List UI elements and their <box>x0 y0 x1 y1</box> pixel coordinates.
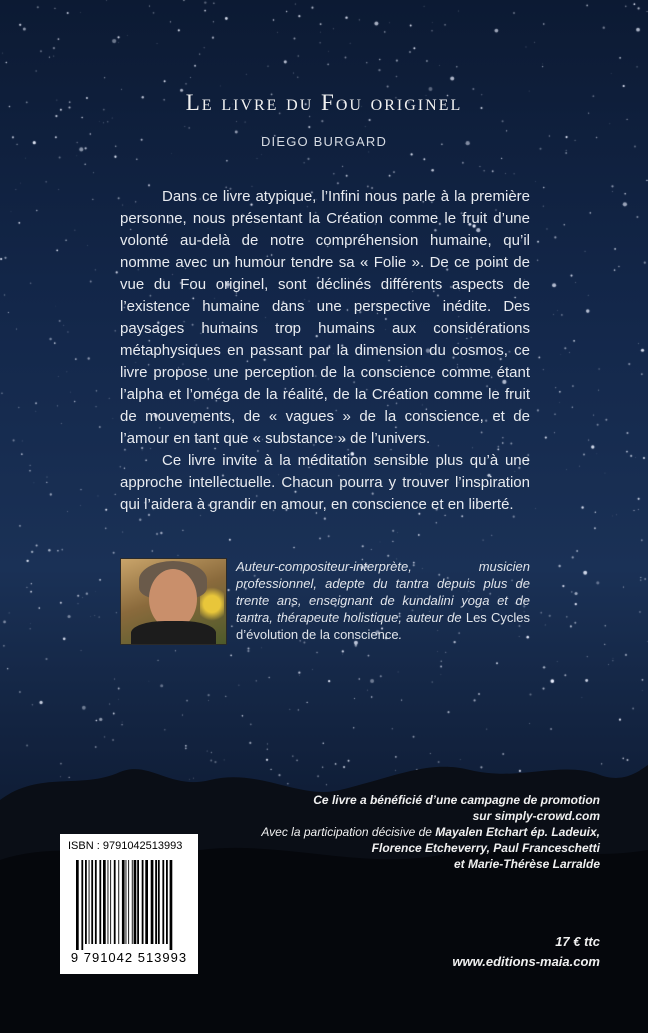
participants-2: Florence Etcheverry, Paul Franceschetti <box>371 841 600 855</box>
barcode-bar <box>89 860 90 944</box>
barcode-bar <box>162 860 164 944</box>
barcode-bar <box>114 860 116 944</box>
barcode-bar <box>137 860 139 944</box>
barcode-bar <box>118 860 119 944</box>
barcode-bar <box>142 860 144 944</box>
synopsis-paragraph: Dans ce livre atypique, l’Infini nous parle à la première personne, nous présentant la Création comme le fruit d’une volonté au-delà de notre compréhension humaine, qu’il nomme avec un humour tendre sa « Folie ». De ce point de vue du Fou originel, sont déclinés différents aspects de l’existence humaine dans une perspective inédite. Des paysages humains trop humains aux considérations métaphysiques en passant par la dimension du cosmos, ce livre propose une perception de la conscience comme étant l’alpha et l’oméga de la réalité, de la Création comme le fruit de mouvements, de « vagues » de la conscience, et de l’amour en tant que « substance » de l’univers. <box>120 188 530 447</box>
barcode-bar <box>126 860 127 944</box>
barcode <box>74 860 184 950</box>
synopsis <box>120 186 530 516</box>
participants-3: et Marie-Thérèse Larralde <box>453 857 600 871</box>
bio-end: . <box>398 627 403 642</box>
barcode-bar <box>108 860 109 944</box>
barcode-bar <box>122 860 125 944</box>
publisher-website[interactable]: www.editions-maia.com <box>452 954 600 969</box>
author-photo <box>120 558 227 645</box>
promo-line-1: Ce livre a bénéficié d’une campagne de promotion <box>313 793 600 807</box>
barcode-bar <box>158 860 160 944</box>
barcode-bar <box>155 860 157 944</box>
participation-prefix: Avec la participation décisive de <box>261 825 432 839</box>
barcode-bar <box>76 860 79 950</box>
bio-book-reference: Les Cycles d’évolution de la conscience <box>236 610 530 642</box>
promo-line-2: sur simply-crowd.com <box>472 809 600 823</box>
barcode-bar <box>99 860 101 944</box>
barcode-bar <box>145 860 148 944</box>
isbn-label: ISBN : 9791042513993 <box>68 840 183 852</box>
barcode-bar <box>91 860 93 944</box>
barcode-bar <box>81 860 83 950</box>
participants-1: Mayalen Etchart ép. Ladeuix, <box>435 825 600 839</box>
barcode-bar <box>85 860 87 944</box>
barcode-bar <box>132 860 133 944</box>
barcode-bar <box>103 860 106 944</box>
bio-text: Auteur-compositeur-interprète, musicien professionnel, adepte du tantra depuis plus de trente ans, enseignant de kundalini yoga et de tantra, thérapeute holistique, auteur de <box>236 559 530 625</box>
author-name: DIEGO BURGARD <box>260 134 388 149</box>
barcode-bar <box>170 860 173 950</box>
isbn-digits: 9 791042 513993 <box>70 950 188 965</box>
barcode-bar <box>151 860 154 944</box>
barcode-bar <box>128 860 129 944</box>
barcode-bar <box>95 860 97 944</box>
synopsis-paragraph: Ce livre invite à la méditation sensible plus qu’à une approche intellectuelle. Chacun pourra y trouver l’inspiration qui l’aidera à grandir en amour, en conscience et en liberté. <box>120 452 530 513</box>
price: 17 € ttc <box>555 934 600 949</box>
barcode-bar <box>110 860 111 944</box>
isbn-barcode-box <box>60 834 198 974</box>
promotion-note <box>170 792 600 872</box>
barcode-bar <box>166 860 168 944</box>
author-bio <box>236 558 530 643</box>
book-title: Le livre du Fou originel <box>185 90 463 115</box>
barcode-bar <box>134 860 137 944</box>
